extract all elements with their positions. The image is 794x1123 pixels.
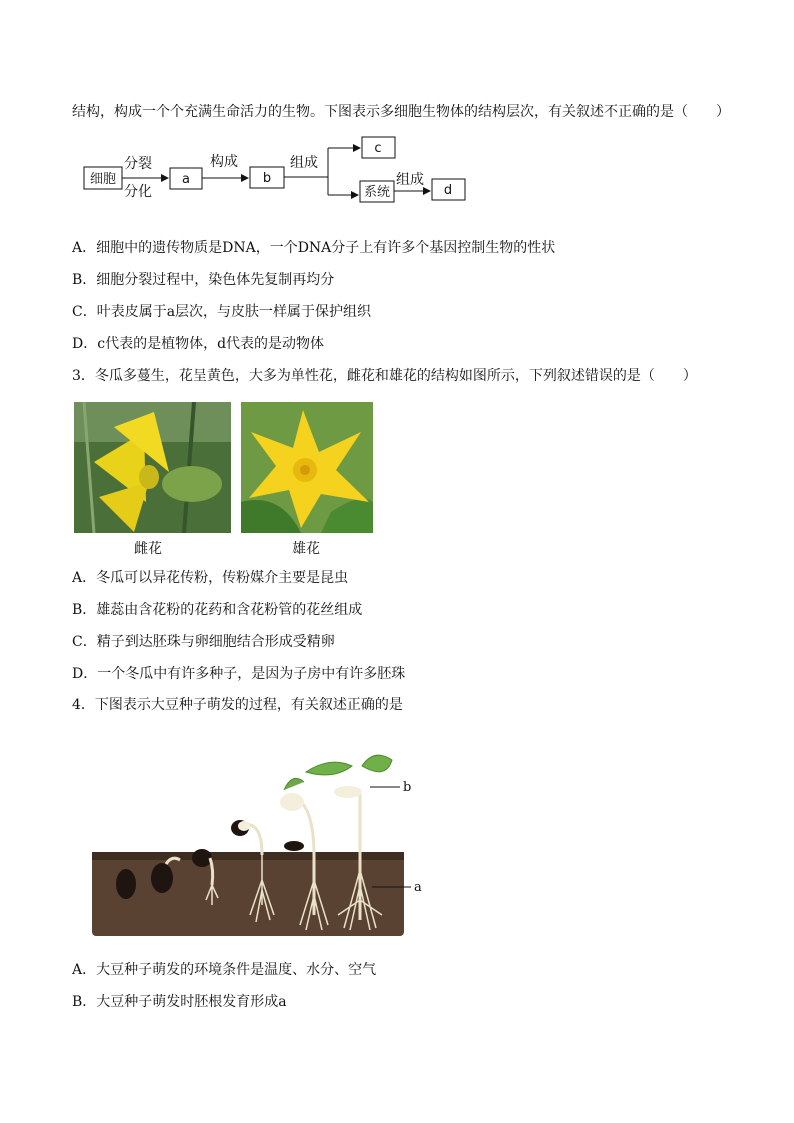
compose-label-3: 组成 xyxy=(396,172,424,188)
cell-label: 细胞 xyxy=(89,172,117,187)
label-a: a xyxy=(414,880,422,895)
q3-option-b: B．雄蕊由含花粉的花药和含花粉管的花丝组成 xyxy=(72,602,363,618)
q2-option-a: A．细胞中的遗传物质是DNA，一个DNA分子上有许多个基因控制生物的性状 xyxy=(72,240,556,256)
seed-stage-3 xyxy=(192,849,212,867)
q4-option-b: B．大豆种子萌发时胚根发育形成a xyxy=(72,994,287,1010)
box-c-label: c xyxy=(374,141,382,156)
label-b: b xyxy=(403,780,412,795)
differentiate-label: 分化 xyxy=(124,184,152,200)
female-flower-caption: 雌花 xyxy=(134,541,162,557)
q3-option-d: D．一个冬瓜中有许多种子，是因为子房中有许多胚珠 xyxy=(72,666,406,682)
male-flower-caption: 雄花 xyxy=(292,541,320,557)
compose-label-2: 组成 xyxy=(290,155,318,171)
compose-label-1: 构成 xyxy=(210,154,238,170)
split-label: 分裂 xyxy=(124,156,152,172)
question-intro: 结构，构成一个个充满生命活力的生物。下图表示多细胞生物体的结构层次，有关叙述不正确的是（ ） xyxy=(72,104,730,120)
q2-option-b: B．细胞分裂过程中，染色体先复制再均分 xyxy=(72,272,335,288)
box-d-label: d xyxy=(443,183,453,198)
q2-option-c: C．叶表皮属于a层次，与皮肤一样属于保护组织 xyxy=(72,304,372,320)
q3-stem: 3．冬瓜多蔓生，花呈黄色，大多为单性花，雌花和雄花的结构如图所示，下列叙述错误的是（ ） xyxy=(72,368,697,384)
box-a-label: a xyxy=(182,172,190,187)
q4-stem: 4．下图表示大豆种子萌发的过程，有关叙述正确的是 xyxy=(72,697,403,713)
soil xyxy=(92,852,404,936)
q4-option-a: A．大豆种子萌发的环境条件是温度、水分、空气 xyxy=(72,962,377,978)
q3-option-a: A．冬瓜可以异花传粉，传粉媒介主要是昆虫 xyxy=(72,570,349,586)
q2-option-d: D．c代表的是植物体，d代表的是动物体 xyxy=(72,336,325,352)
box-b-label: b xyxy=(262,171,272,186)
seed-stage-1 xyxy=(116,869,136,899)
q3-option-c: C．精子到达胚珠与卵细胞结合形成受精卵 xyxy=(72,634,335,650)
system-label: 系统 xyxy=(363,185,391,200)
seed-stage-2 xyxy=(151,863,173,893)
